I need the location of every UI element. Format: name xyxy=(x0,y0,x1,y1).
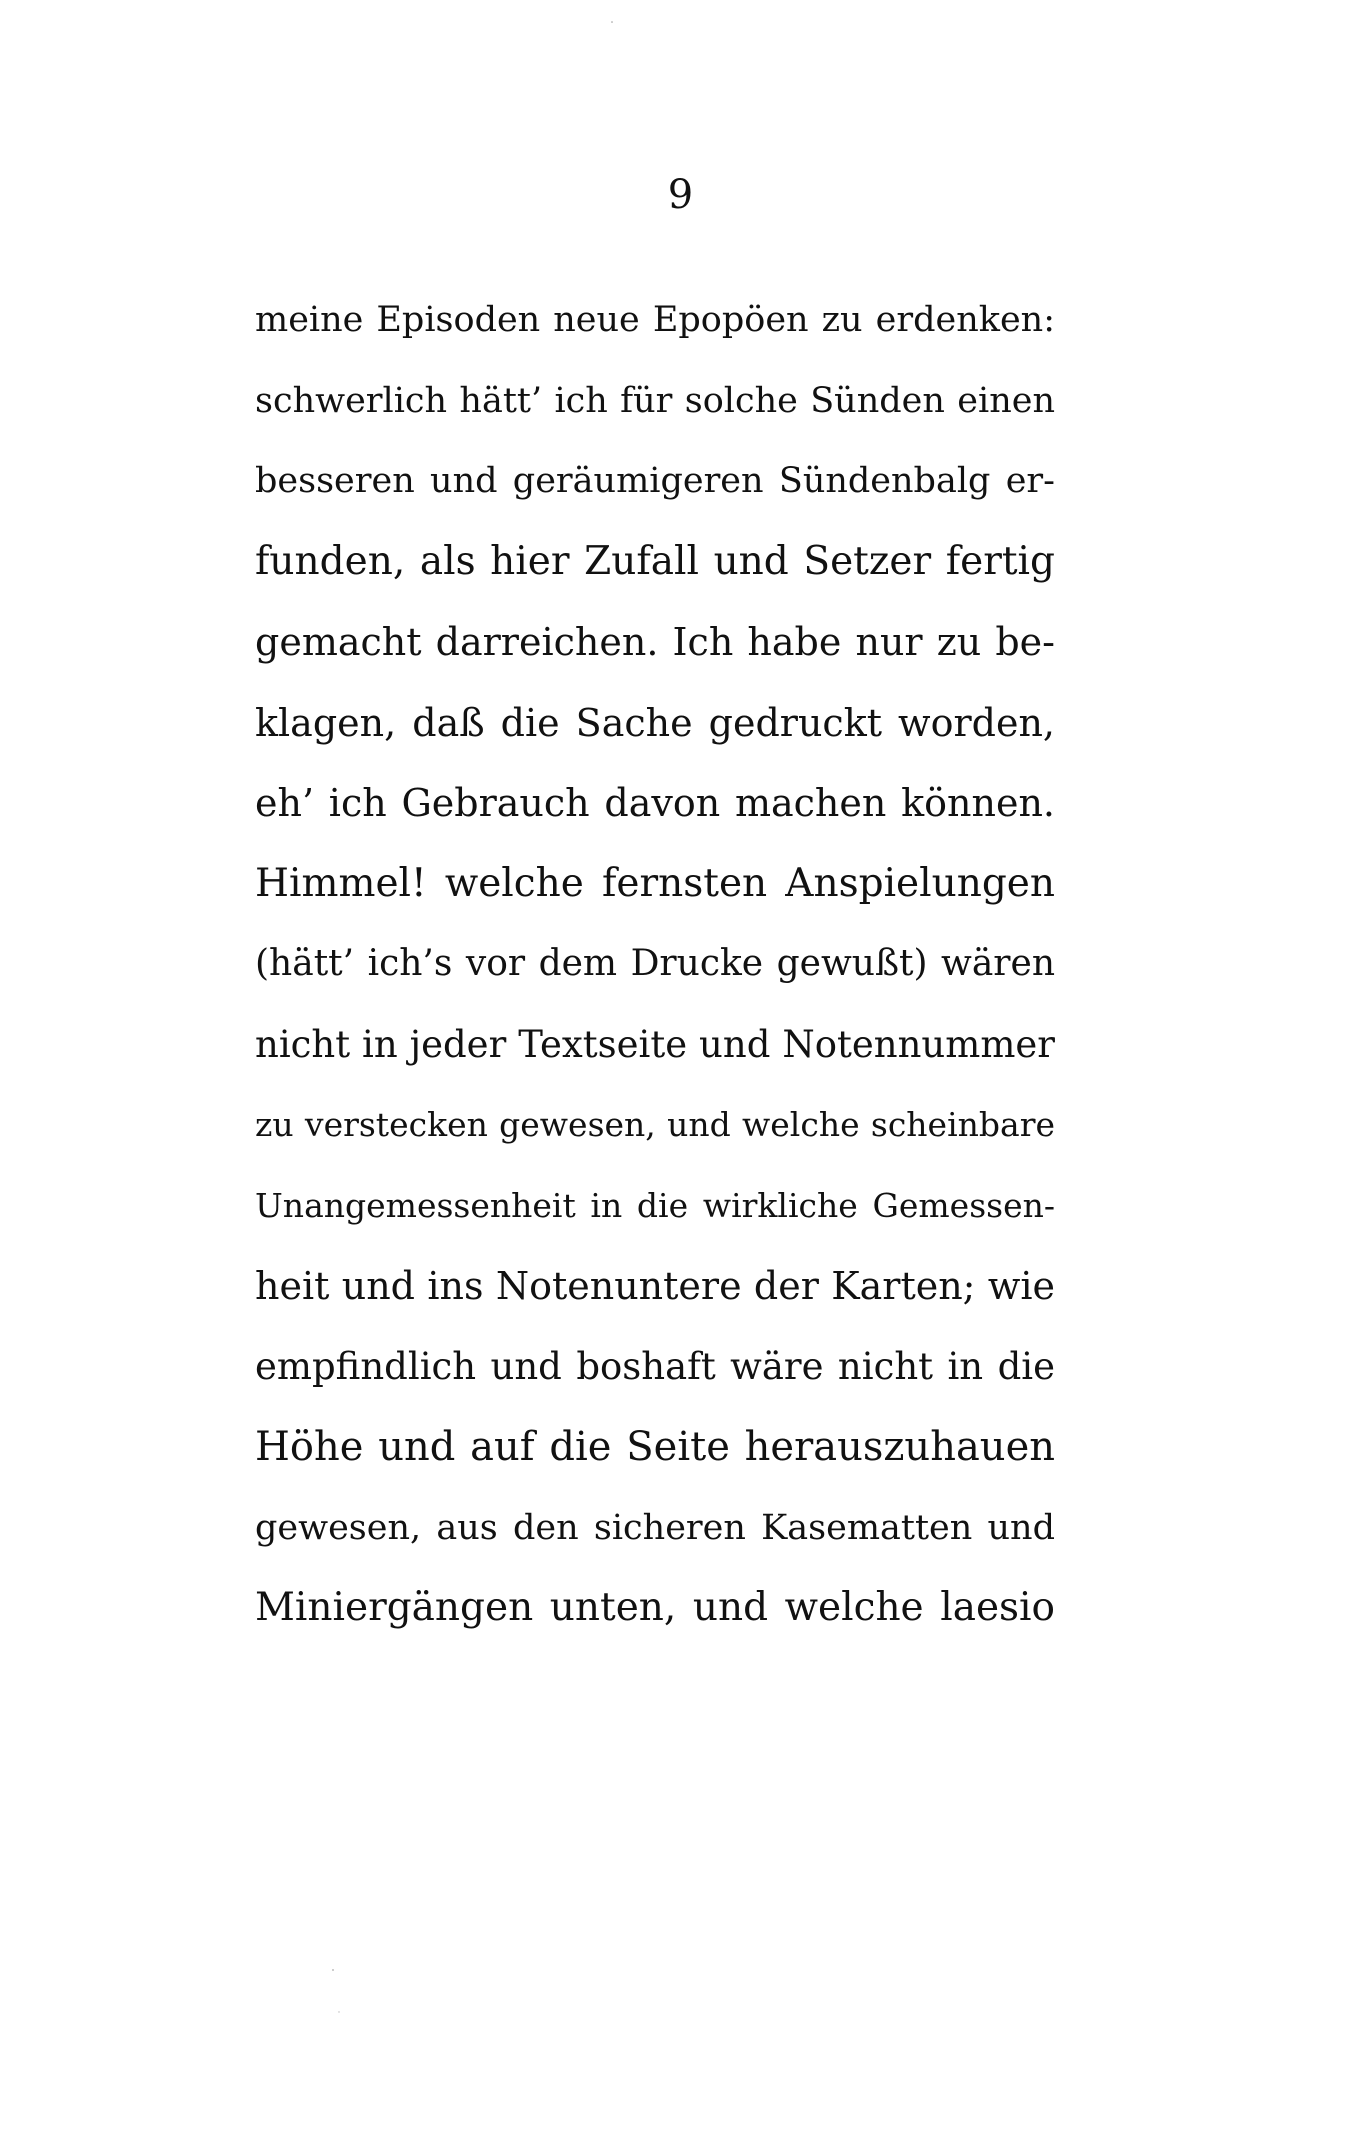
speck-dot xyxy=(332,1969,334,1971)
speck-dot xyxy=(611,21,613,23)
text-line: gewesen, aus den sicheren Kasematten und xyxy=(255,1507,1055,1548)
text-line: Unangemessenheit in die wirkliche Gemessen- xyxy=(255,1185,1055,1225)
text-line: (hätt’ ich’s vor dem Drucke gewußt) wären xyxy=(255,943,1055,984)
text-line: klagen, daß die Sache gedruckt worden, xyxy=(255,700,1055,745)
text-line: zu verstecken gewesen, und welche scheinbare xyxy=(255,1105,1055,1144)
speck-dot xyxy=(338,2011,339,2012)
body-text xyxy=(255,280,1055,1649)
text-line: gemacht darreichen. Ich habe nur zu be- xyxy=(255,620,1055,664)
text-line: schwerlich hätt’ ich für solche Sünden einen xyxy=(255,380,1055,421)
text-line: besseren und geräumigeren Sündenbalg er- xyxy=(255,461,1055,501)
text-line: funden, als hier Zufall und Setzer fertig xyxy=(255,538,1055,584)
text-line: nicht in jeder Textseite und Notennummer xyxy=(255,1022,1055,1066)
text-line: Höhe und auf die Seite herauszuhauen xyxy=(255,1424,1055,1470)
text-line: heit und ins Notenuntere der Karten; wie xyxy=(255,1264,1055,1308)
text-line: Himmel! welche fernsten Anspielungen xyxy=(255,860,1055,906)
text-line: meine Episoden neue Epopöen zu erdenken: xyxy=(255,300,1055,340)
text-line: empfindlich und boshaft wäre nicht in die xyxy=(255,1344,1055,1388)
text-line: Miniergängen unten, und welche laesio xyxy=(255,1585,1055,1630)
text-line: eh’ ich Gebrauch davon machen können. xyxy=(255,781,1055,825)
page-number: 9 xyxy=(667,172,694,218)
